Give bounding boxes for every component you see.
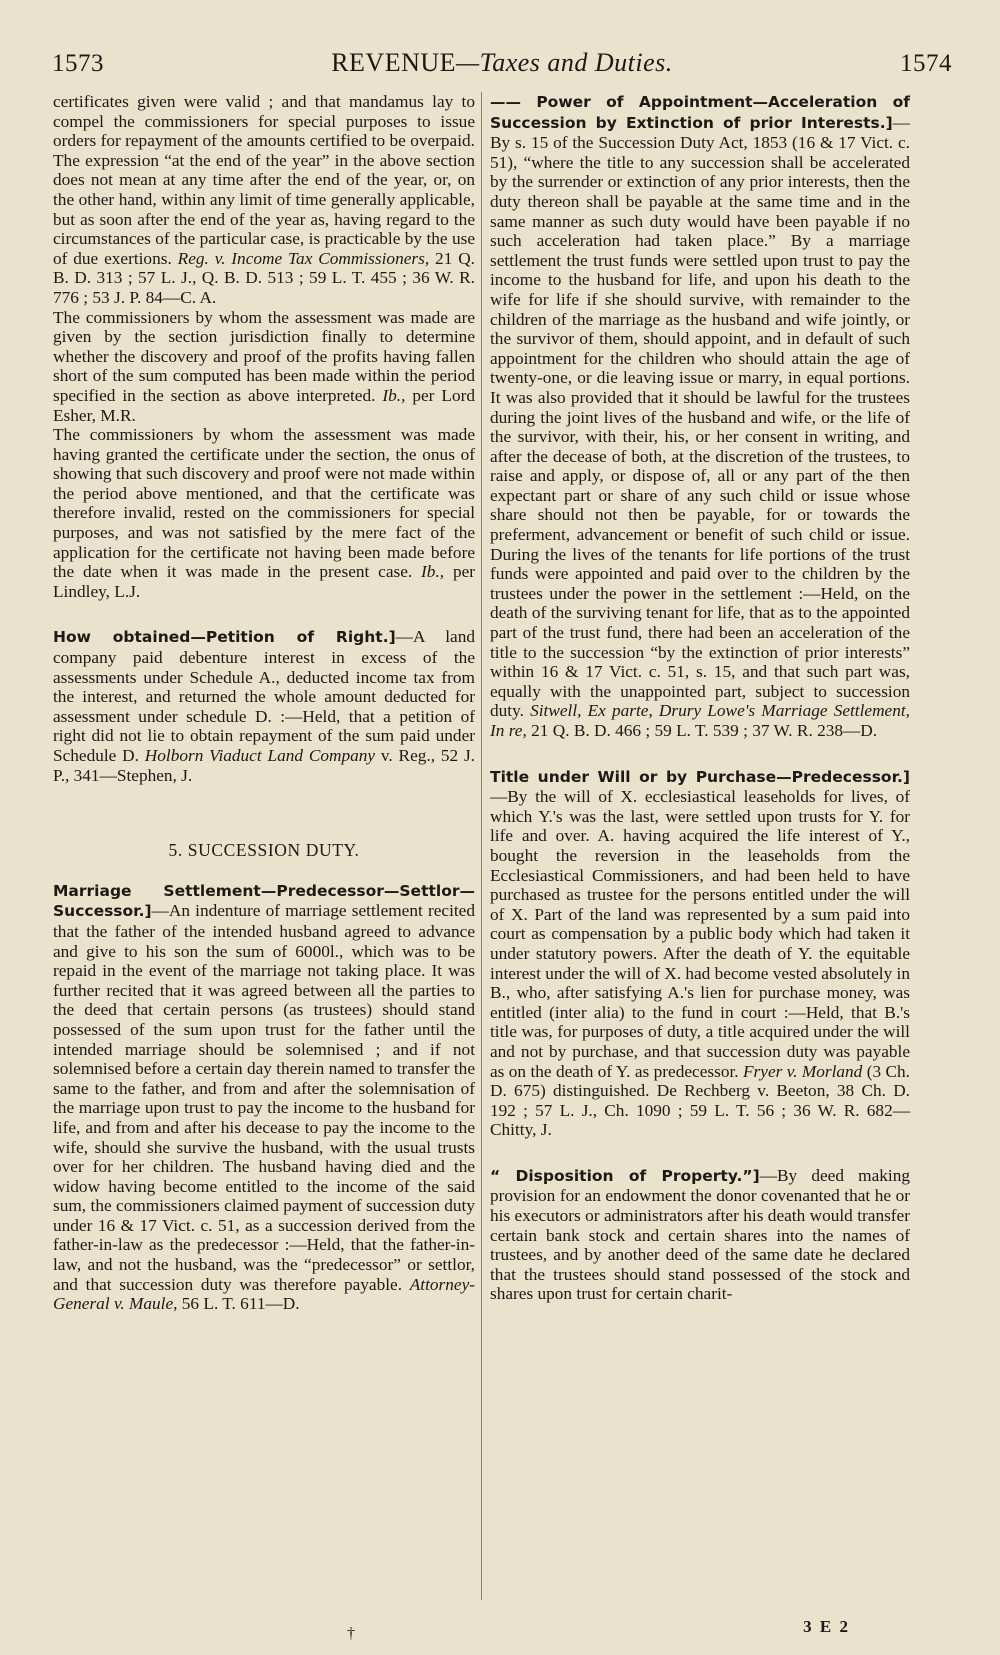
paragraph <box>53 881 475 1314</box>
paragraph <box>53 308 475 426</box>
left-column <box>53 92 475 1314</box>
case-reference: 56 L. T. 611—D. <box>181 1294 300 1314</box>
paragraph-heading: How obtained—Petition of Right.] <box>53 628 396 647</box>
paragraph <box>490 767 910 1140</box>
paragraph-text: —By deed making provision for an endowment the donor covenanted that he or his executors or administrators after his death would transfer certain bank stock and certain shares into the names of trustees, and by another deed of the same date he declared that the trustees should stand possessed of the stock and shares upon trust for certain charit- <box>490 1165 911 1304</box>
case-citation: Holborn Viaduct Land Company <box>144 746 376 765</box>
paragraph <box>53 92 475 308</box>
case-reference: per Lord Esher, M.R. <box>53 385 475 425</box>
case-reference: per Lindley, L.J. <box>53 562 476 601</box>
case-reference: (3 Ch. D. 675) distinguished. De Rechberg v. Beeton, 38 Ch. D. 192 ; 57 L. J., Ch. 1090 ; 59 L. T. 56 ; 36 W. R. 682—Chitty, J. <box>490 1061 910 1140</box>
paragraph <box>53 627 475 785</box>
right-column <box>490 92 910 1304</box>
case-citation: Reg. v. Income Tax Commissioners, <box>177 248 430 268</box>
case-citation: Sitwell, Ex parte, Drury Lowe's Marriage Settlement, In re, <box>490 701 910 740</box>
paragraph-heading: “ Disposition of Property.”] <box>490 1166 760 1185</box>
case-reference: 21 Q. B. D. 466 ; 59 L. T. 539 ; 37 W. R. 238—D. <box>531 721 878 740</box>
page-number-left: 1573 <box>52 50 104 77</box>
column-divider <box>481 92 482 1600</box>
running-title-main: REVENUE <box>331 48 457 77</box>
paragraph-heading: Marriage Settlement—Predecessor—Settlor—Successor.] <box>53 881 475 921</box>
printer-mark: † <box>347 1625 355 1642</box>
case-citation: Ib., <box>421 562 445 582</box>
paragraph-text: —By the will of X. ecclesiastical leaseholds for lives, of which Y.'s was the last, were settled upon trusts for Y. for life and over. A. having acquired the life interest of Y., bought the reversion in the leaseholds from the Ecclesiastical Commissioners, and had been held to have purchased as trustee for the persons entitled under the will of X. Part of the land was represented by a sum paid into court as compensation by a public body which had taken it under statutory powers. After the death of Y. the equitable interest under the will of X. had become vested absolutely in B., who, after satisfying A.'s lien for purchase money, was entitled (inter alia) to the fund in court :—Held, that B.'s title was, for purposes of duty, a title acquired under the will and not by purchase, and that succession duty was payable as on the death of Y. as predecessor. <box>490 787 910 1081</box>
running-title-sub: —Taxes and Duties. <box>456 48 673 77</box>
paragraph <box>53 425 475 601</box>
case-citation: Attorney-General v. Maule, <box>53 1274 475 1314</box>
section-heading: 5. SUCCESSION DUTY. <box>168 840 360 861</box>
paragraph-text: —By s. 15 of the Succession Duty Act, 1853 (16 & 17 Vict. c. 51), “where the title to any succession shall be accelerated by the surrender or extinction of any prior interests, then the duty thereon shall be payable at the same time and in the same manner as such duty would have been payable if no such acceleration had taken place.” By a marriage settlement the trust funds were settled upon trust to pay the income to the husband for life, and upon his death to the wife for life if she should survive, with remainder to the children of the marriage as the husband and wife jointly, or the survivor of them, should appoint, and in default of such appointment for the children who should attain the age of twenty-one, or die leaving issue or marry, in equal portions. It was also provided that it should be lawful for the trustees during the joint lives of the husband and wife, or the life of the survivor, with their, his, or her consent in writing, and after the decease of both, at the discretion of the trustees, to raise and apply, or dispose of, all or any part of the then expectant part or share of any such child or issue whose share should not then be payable, for or towards the preferment, advancement or benefit of such child or issue. During the lives of the tenants for life portions of the trust funds were appointed and paid over to the children by the trustees under the power in the settlement :—Held, on the death of the surviving tenant for life, that as to the appointed part of the trust fund, there had been an acceleration of the title to the succession “by the extinction of prior interests” within 16 & 17 Vict. c. 51, s. 15, and that such part was, equally with the unappointed part, subject to succession duty. <box>490 112 910 721</box>
paragraph-text: —An indenture of marriage settlement recited that the father of the intended husband agreed to advance and give to his son the sum of 6000l., which was to be repaid in the event of the marriage not taking place. It was further recited that it was agreed between all the parties to the deed that certain persons (as trustees) should stand possessed of the sum upon trust for the father until the intended marriage should be solemnised ; and if not solemnised before a certain day therein named to transfer the same to the father, and from and after the solemnisation of the marriage upon trust to pay the income to the husband for life, and from and after his decease to pay the income to the wife, should she survive the husband, with the usual trusts over for her children. The husband having died and the widow having become entitled to the income of the said sum, the commissioners claimed payment of succession duty under 16 & 17 Vict. c. 51, as a succession derived from the father-in-law as the predecessor :—Held, that the father-in-law, and not the husband, was the “predecessor” or settlor, and that succession duty was therefore payable. <box>53 901 475 1294</box>
paragraph-text: The commissioners by whom the assessment was made having granted the certificate under the section, the onus of showing that such discovery and proof were not made within the period above mentioned, and that the certificate was therefore invalid, rested on the commissioners for special purposes, and was not satisfied by the mere fact of the application for the certificate not having been made before the date when it was made in the present case. <box>53 425 475 582</box>
paragraph-text: —A land company paid debenture interest in excess of the assessments under Schedule A., deducted income tax from the interest, and returned the whole amount deducted for assessment under schedule D. :—Held, that a petition of right did not lie to obtain repayment of the sum paid under Schedule D. <box>53 627 475 765</box>
paragraph <box>490 1166 910 1304</box>
case-reference: v. Reg., 52 J. P., 341—Stephen, J. <box>53 746 475 785</box>
page-number-right: 1574 <box>899 50 952 77</box>
case-citation: Ib., <box>382 385 406 405</box>
paragraph-text: The commissioners by whom the assessment was made are given by the section jurisdiction finally to determine whether the discovery and proof of the profits having fallen short of the sum computed has been made within the period specified in the section as above interpreted. <box>53 307 475 405</box>
signature-mark: 3 E 2 <box>803 1617 850 1636</box>
paragraph-heading: —— Power of Appointment—Acceleration of Succession by Extinction of prior Interests.] <box>490 93 910 132</box>
case-reference: 21 Q. B. D. 313 ; 57 L. J., Q. B. D. 513 ; 59 L. T. 455 ; 36 W. R. 776 ; 53 J. P. 84—C. A. <box>53 248 476 307</box>
paragraph-text: certificates given were valid ; and that mandamus lay to compel the commissioners for special purposes to issue orders for repayment of the amounts certified to be overpaid. The expression “at the end of the year” in the above section does not mean at any time after the end of the year, or, on the other hand, within any limit of time generally applicable, but as soon after the end of the year as, having regard to the circumstances of the particular case, is practicable by the use of due exertions. <box>53 92 475 268</box>
running-header <box>52 48 952 82</box>
case-citation: Fryer v. Morland <box>743 1061 863 1081</box>
running-title <box>331 48 673 78</box>
paragraph <box>490 92 910 741</box>
paragraph-heading: Title under Will or by Purchase—Predecessor.] <box>490 767 910 786</box>
